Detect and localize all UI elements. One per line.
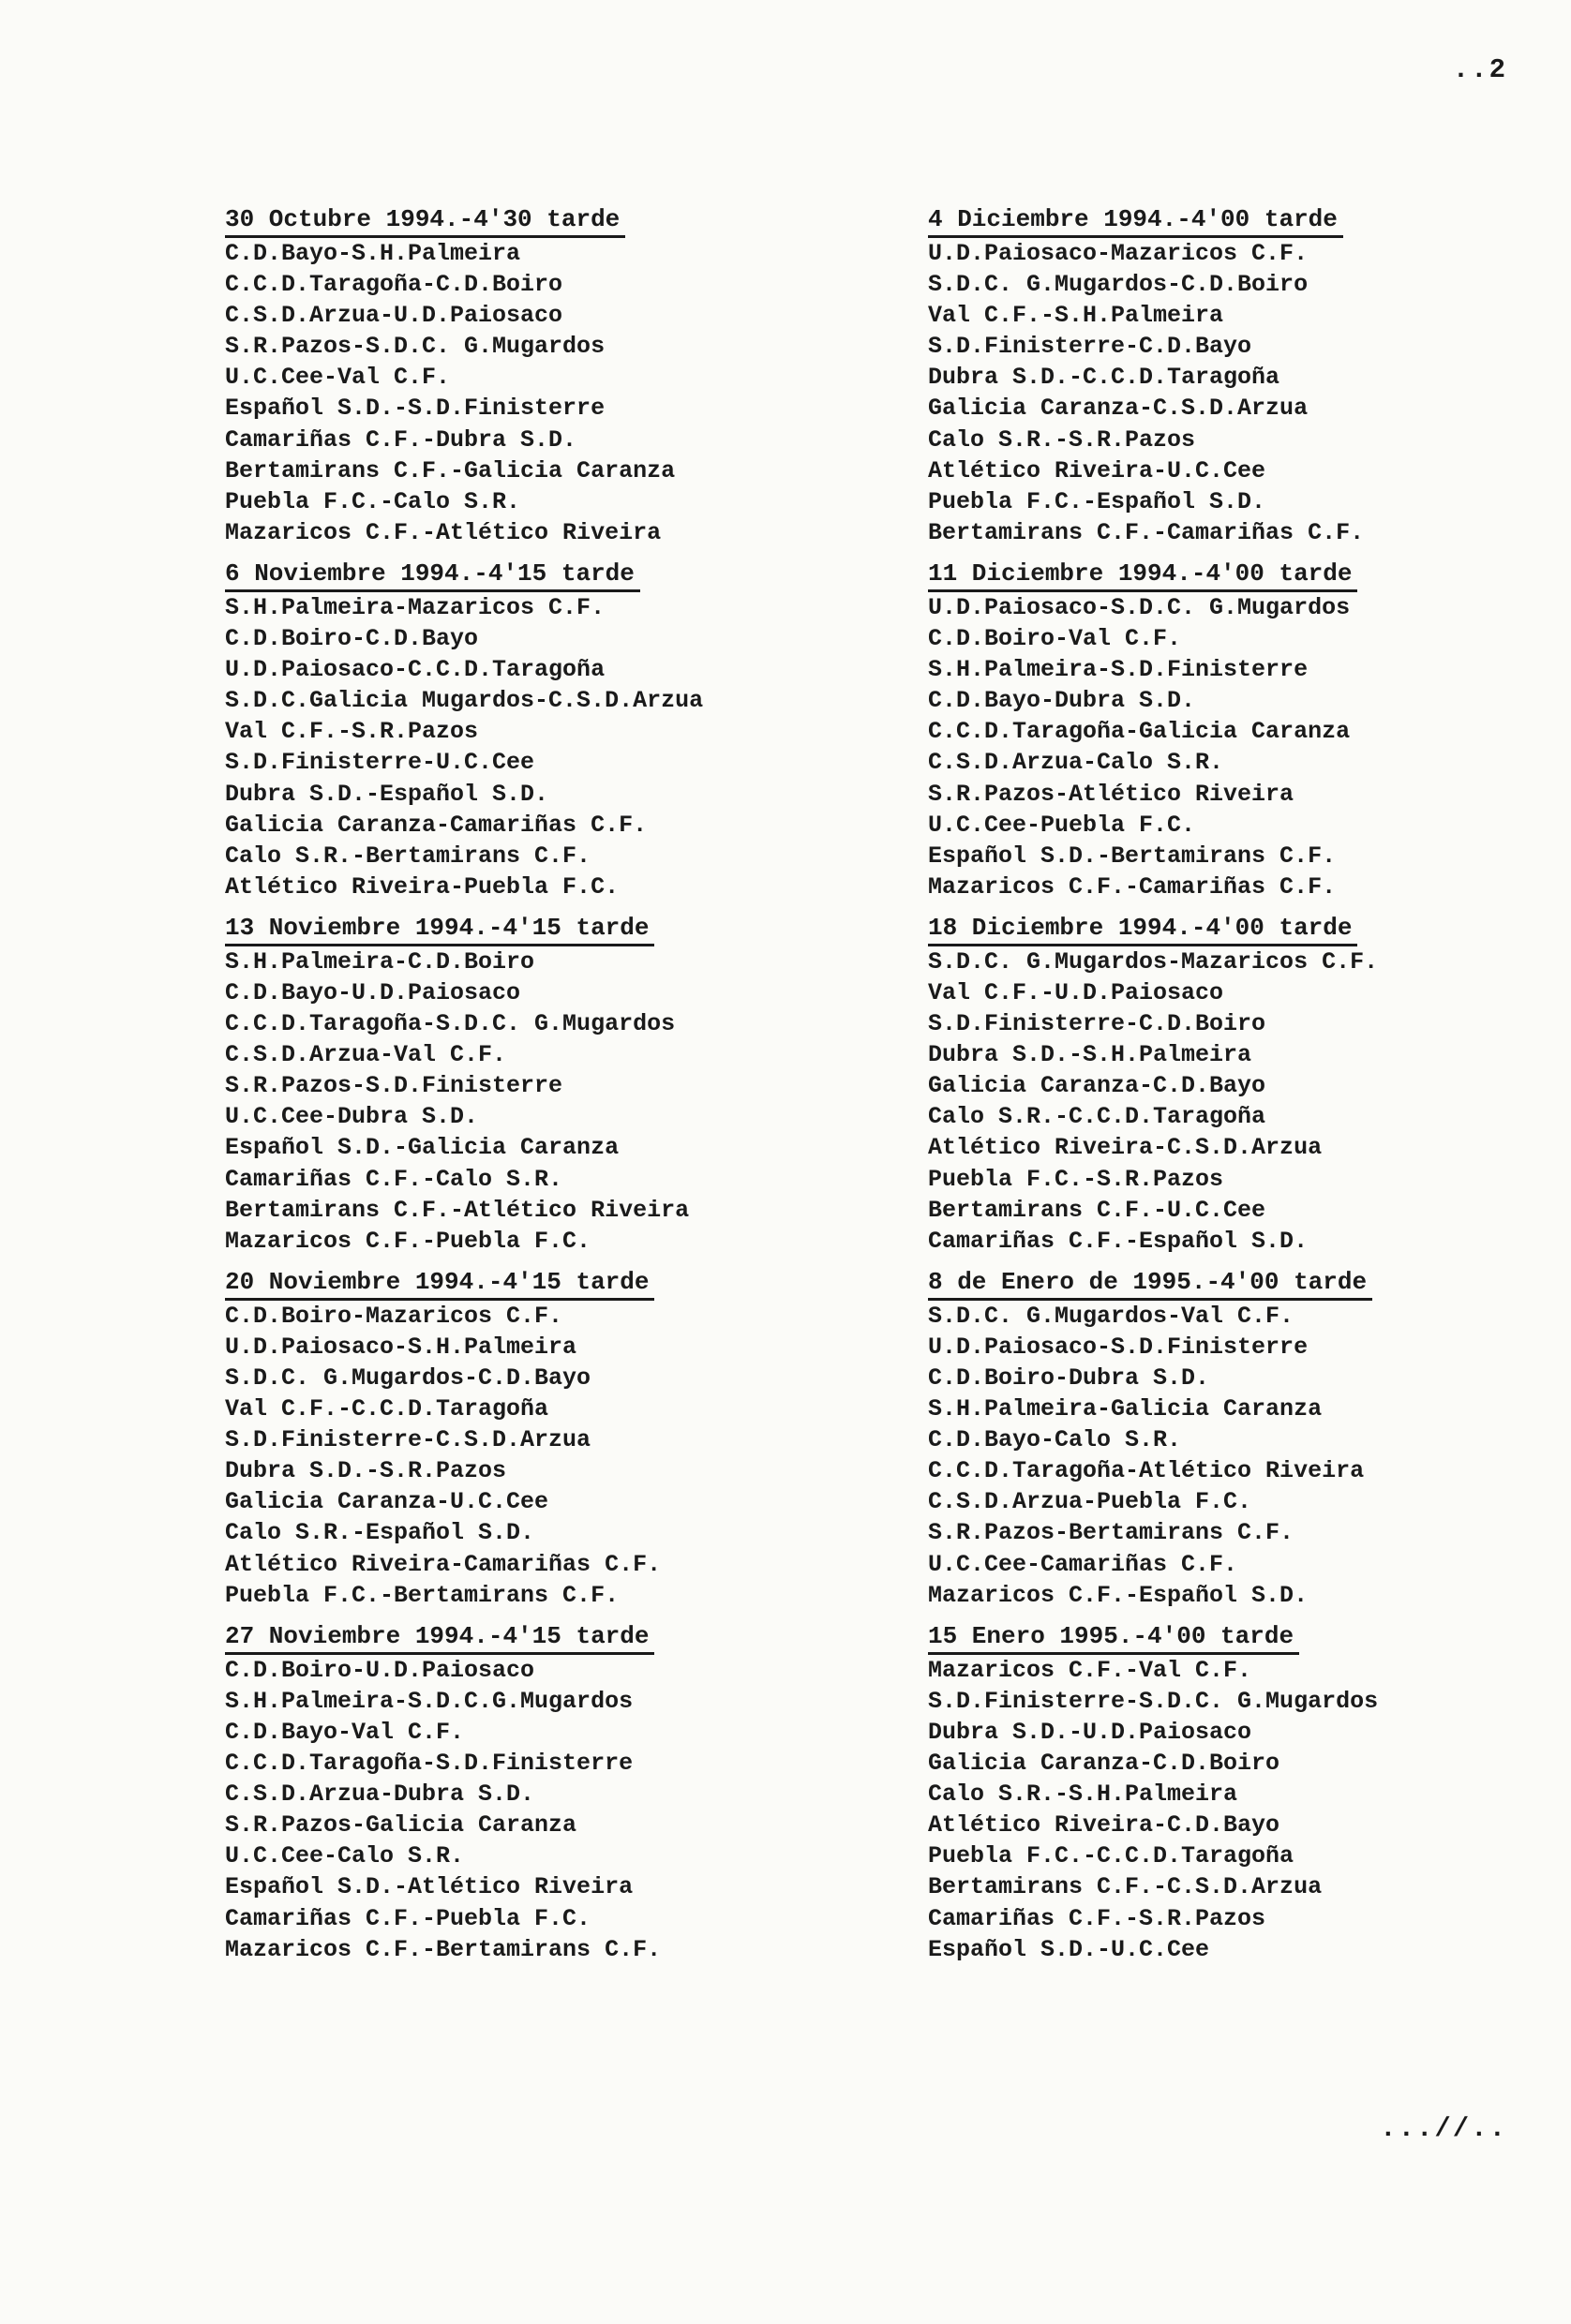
match-line: U.D.Paiosaco-S.D.Finisterre [928, 1333, 1309, 1361]
match-line: Dubra S.D.-S.R.Pazos [225, 1457, 507, 1485]
match-line: S.R.Pazos-S.D.Finisterre [225, 1072, 563, 1100]
match-line: C.D.Bayo-U.D.Paiosaco [225, 978, 521, 1006]
match-line: Calo S.R.-S.H.Palmeira [928, 1780, 1238, 1809]
match-line: U.C.Cee-Calo S.R. [225, 1842, 465, 1870]
match-line: Bertamirans C.F.-C.S.D.Arzua [928, 1873, 1323, 1901]
match-line: Mazaricos C.F.-Bertamirans C.F. [225, 1935, 662, 1963]
match-line: Mazaricos C.F.-Atlético Riveira [225, 518, 662, 546]
match-line: Calo S.R.-C.C.D.Taragoña [928, 1103, 1266, 1131]
matchday-block [225, 204, 750, 548]
match-line: U.D.Paiosaco-C.C.D.Taragoña [225, 656, 606, 684]
matchday-title: 15 Enero 1995.-4'00 tarde [928, 1621, 1299, 1655]
match-line: Galicia Caranza-C.S.D.Arzua [928, 395, 1309, 423]
match-line: Español S.D.-Bertamirans C.F. [928, 842, 1337, 870]
match-line: S.H.Palmeira-S.D.C.G.Mugardos [225, 1687, 634, 1715]
match-line: C.D.Boiro-Dubra S.D. [928, 1364, 1210, 1392]
match-line: Dubra S.D.-C.C.D.Taragoña [928, 364, 1280, 392]
match-line: Galicia Caranza-Camariñas C.F. [225, 811, 648, 839]
match-line: Val C.F.-S.H.Palmeira [928, 302, 1224, 330]
continuation-mark: ...//.. [1380, 2113, 1507, 2144]
match-line: C.D.Boiro-Val C.F. [928, 625, 1182, 653]
matchday-block [225, 913, 750, 1257]
match-line: Español S.D.-Galicia Caranza [225, 1134, 620, 1162]
match-line: Mazaricos C.F.-Español S.D. [928, 1581, 1309, 1609]
match-line: Val C.F.-C.C.D.Taragoña [225, 1395, 549, 1423]
match-line: Bertamirans C.F.-Camariñas C.F. [928, 518, 1365, 546]
match-line: Bertamirans C.F.-Galicia Caranza [225, 456, 676, 484]
match-line: U.C.Cee-Dubra S.D. [225, 1103, 479, 1131]
match-line: S.D.C. G.Mugardos-Mazaricos C.F. [928, 947, 1379, 976]
match-line: Mazaricos C.F.-Puebla F.C. [225, 1227, 591, 1255]
matchday-title: 11 Diciembre 1994.-4'00 tarde [928, 559, 1357, 592]
match-line: C.D.Bayo-Val C.F. [225, 1718, 465, 1746]
match-line: Atlético Riveira-Camariñas C.F. [225, 1550, 662, 1578]
match-line: U.C.Cee-Val C.F. [225, 364, 451, 392]
match-line: Val C.F.-S.R.Pazos [225, 718, 479, 746]
matchday-block [928, 1621, 1453, 1965]
match-line: S.R.Pazos-S.D.C. G.Mugardos [225, 333, 606, 361]
match-line: S.H.Palmeira-C.D.Boiro [225, 947, 535, 976]
matchday-block [928, 913, 1453, 1257]
match-line: S.D.Finisterre-C.S.D.Arzua [225, 1426, 591, 1454]
page-number: ..2 [1452, 54, 1507, 85]
match-line: C.D.Boiro-C.D.Bayo [225, 625, 479, 653]
match-line: Atlético Riveira-Puebla F.C. [225, 872, 620, 901]
matchday-block [928, 1267, 1453, 1611]
match-line: S.D.Finisterre-C.D.Boiro [928, 1010, 1266, 1038]
match-line: Puebla F.C.-Bertamirans C.F. [225, 1581, 620, 1609]
match-line: Puebla F.C.-S.R.Pazos [928, 1165, 1224, 1193]
match-line: Atlético Riveira-U.C.Cee [928, 456, 1266, 484]
match-line: C.D.Bayo-Calo S.R. [928, 1426, 1182, 1454]
match-line: U.D.Paiosaco-Mazaricos C.F. [928, 240, 1309, 267]
match-line: C.C.D.Taragoña-S.D.Finisterre [225, 1750, 634, 1778]
match-line: Galicia Caranza-U.C.Cee [225, 1488, 549, 1516]
match-line: Bertamirans C.F.-Atlético Riveira [225, 1196, 690, 1224]
match-line: Atlético Riveira-C.D.Bayo [928, 1811, 1280, 1840]
match-line: U.D.Paiosaco-S.H.Palmeira [225, 1333, 577, 1361]
match-line: S.D.C. G.Mugardos-C.D.Bayo [225, 1364, 591, 1392]
match-line: Val C.F.-U.D.Paiosaco [928, 978, 1224, 1006]
matchday-block [928, 559, 1453, 902]
matchday-block [225, 559, 750, 902]
matchday-title: 13 Noviembre 1994.-4'15 tarde [225, 913, 654, 946]
match-line: S.D.Finisterre-U.C.Cee [225, 749, 535, 777]
matchday-title: 20 Noviembre 1994.-4'15 tarde [225, 1267, 654, 1301]
matchday-title: 30 Octubre 1994.-4'30 tarde [225, 204, 625, 238]
match-line: Bertamirans C.F.-U.C.Cee [928, 1196, 1266, 1224]
matchday-title: 27 Noviembre 1994.-4'15 tarde [225, 1621, 654, 1655]
match-line: C.S.D.Arzua-Puebla F.C. [928, 1488, 1252, 1516]
matchday-block [225, 1621, 750, 1965]
match-line: Camariñas C.F.-S.R.Pazos [928, 1904, 1266, 1932]
matchday-title: 18 Diciembre 1994.-4'00 tarde [928, 913, 1357, 946]
schedule-column-right [928, 204, 1453, 1975]
matchday-title: 4 Diciembre 1994.-4'00 tarde [928, 204, 1343, 238]
match-line: C.C.D.Taragoña-C.D.Boiro [225, 271, 563, 299]
match-line: S.H.Palmeira-Mazaricos C.F. [225, 593, 606, 621]
match-line: S.D.C. G.Mugardos-C.D.Boiro [928, 271, 1309, 299]
match-line: Mazaricos C.F.-Val C.F. [928, 1656, 1252, 1684]
match-line: S.D.Finisterre-S.D.C. G.Mugardos [928, 1687, 1379, 1715]
match-line: Camariñas C.F.-Español S.D. [928, 1227, 1309, 1255]
match-line: S.R.Pazos-Bertamirans C.F. [928, 1519, 1294, 1547]
matchday-title: 8 de Enero de 1995.-4'00 tarde [928, 1267, 1372, 1301]
match-line: S.D.C.Galicia Mugardos-C.S.D.Arzua [225, 687, 704, 715]
match-line: C.C.D.Taragoña-Galicia Caranza [928, 718, 1351, 746]
match-line: Galicia Caranza-C.D.Boiro [928, 1750, 1280, 1778]
matchday-block [928, 204, 1453, 548]
match-line: Español S.D.-S.D.Finisterre [225, 395, 606, 423]
match-line: C.D.Boiro-U.D.Paiosaco [225, 1656, 535, 1684]
schedule-column-left [225, 204, 750, 1975]
match-line: C.D.Boiro-Mazaricos C.F. [225, 1302, 563, 1330]
match-line: U.C.Cee-Camariñas C.F. [928, 1550, 1238, 1578]
match-line: Español S.D.-Atlético Riveira [225, 1873, 634, 1901]
match-line: S.H.Palmeira-S.D.Finisterre [928, 656, 1309, 684]
match-line: C.C.D.Taragoña-Atlético Riveira [928, 1457, 1365, 1485]
match-line: Atlético Riveira-C.S.D.Arzua [928, 1134, 1323, 1162]
match-line: Mazaricos C.F.-Camariñas C.F. [928, 872, 1337, 901]
match-line: Camariñas C.F.-Dubra S.D. [225, 425, 577, 454]
match-line: C.S.D.Arzua-Dubra S.D. [225, 1780, 535, 1809]
match-line: Dubra S.D.-U.D.Paiosaco [928, 1718, 1252, 1746]
match-line: Puebla F.C.-C.C.D.Taragoña [928, 1842, 1294, 1870]
match-line: S.R.Pazos-Galicia Caranza [225, 1811, 577, 1840]
match-line: U.C.Cee-Puebla F.C. [928, 811, 1196, 839]
match-line: C.D.Bayo-Dubra S.D. [928, 687, 1196, 715]
match-line: S.D.Finisterre-C.D.Bayo [928, 333, 1252, 361]
match-line: Puebla F.C.-Español S.D. [928, 487, 1266, 515]
matchday-title: 6 Noviembre 1994.-4'15 tarde [225, 559, 640, 592]
match-line: Puebla F.C.-Calo S.R. [225, 487, 521, 515]
match-line: U.D.Paiosaco-S.D.C. G.Mugardos [928, 593, 1351, 621]
match-line: C.D.Bayo-S.H.Palmeira [225, 240, 521, 267]
match-line: Dubra S.D.-Español S.D. [225, 780, 549, 808]
match-line: Calo S.R.-Español S.D. [225, 1519, 535, 1547]
match-line: S.R.Pazos-Atlético Riveira [928, 780, 1294, 808]
match-line: Español S.D.-U.C.Cee [928, 1935, 1210, 1963]
match-line: Dubra S.D.-S.H.Palmeira [928, 1041, 1252, 1069]
match-line: S.D.C. G.Mugardos-Val C.F. [928, 1302, 1294, 1330]
match-line: Calo S.R.-Bertamirans C.F. [225, 842, 591, 870]
match-line: Calo S.R.-S.R.Pazos [928, 425, 1196, 454]
matchday-block [225, 1267, 750, 1611]
match-line: Galicia Caranza-C.D.Bayo [928, 1072, 1266, 1100]
match-line: C.C.D.Taragoña-S.D.C. G.Mugardos [225, 1010, 676, 1038]
match-line: Camariñas C.F.-Calo S.R. [225, 1165, 563, 1193]
match-line: C.S.D.Arzua-U.D.Paiosaco [225, 302, 563, 330]
match-line: Camariñas C.F.-Puebla F.C. [225, 1904, 591, 1932]
match-line: C.S.D.Arzua-Calo S.R. [928, 749, 1224, 777]
match-line: S.H.Palmeira-Galicia Caranza [928, 1395, 1323, 1423]
match-line: C.S.D.Arzua-Val C.F. [225, 1041, 507, 1069]
